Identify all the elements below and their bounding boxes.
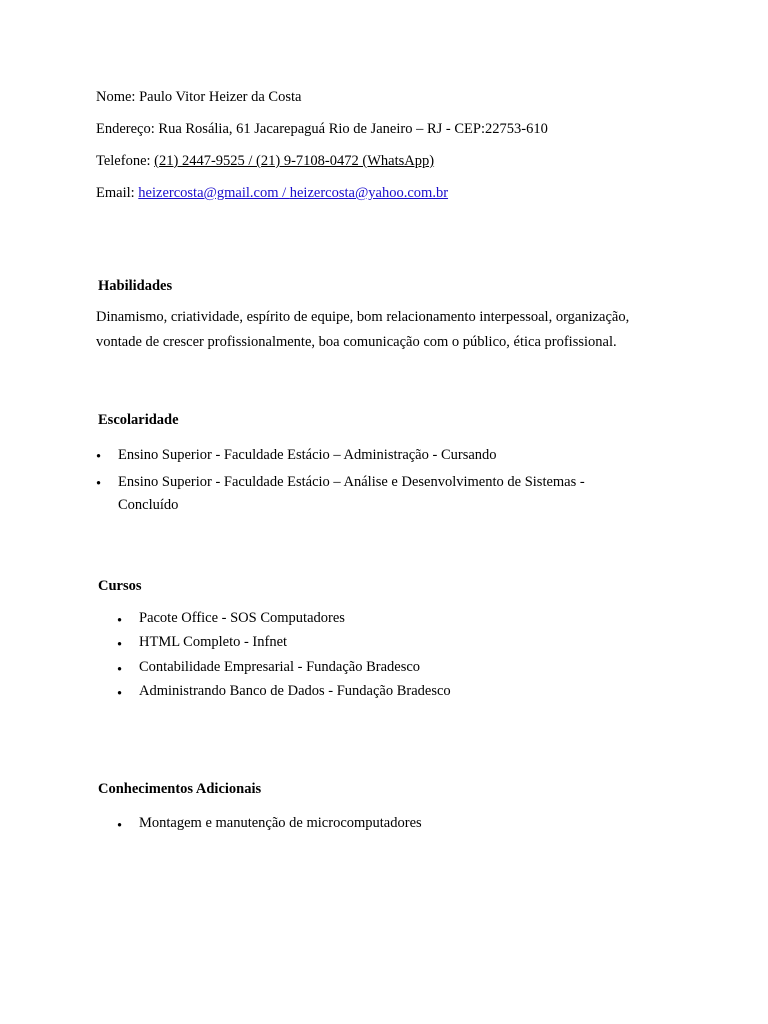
phone-label: Telefone: [96,153,151,169]
skills-line-2: vontade de crescer profissionalmente, boa comunicação com o público, ética profissional. [96,334,617,350]
skills-heading: Habilidades [98,278,173,294]
bullet-icon: • [117,818,123,834]
bullet-icon: • [96,449,102,465]
additional-heading: Conhecimentos Adicionais [98,781,262,797]
address-line [96,120,548,138]
bullet-icon: • [117,686,123,702]
bullet-icon: • [117,662,123,678]
address-label: Endereço: [96,121,155,137]
email-secondary-link[interactable]: heizercosta@yahoo.com.br [289,185,449,201]
phone-line [96,152,434,170]
address-value: Rua Rosália, 61 Jacarepaguá Rio de Janeiro – RJ - CEP:22753-610 [158,121,548,137]
course-item-text: Pacote Office - SOS Computadores [139,610,345,626]
skills-paragraph [96,305,656,355]
name-line [96,88,301,106]
skills-line-1: Dinamismo, criatividade, espírito de equipe, bom relacionamento interpessoal, organização, [96,309,630,325]
email-primary-link[interactable]: heizercosta@gmail.com [138,185,279,201]
bullet-icon: • [96,476,102,492]
email-line [96,184,448,202]
bullet-icon: • [117,613,123,629]
email-separator: / [278,185,290,201]
courses-heading: Cursos [98,578,142,594]
name-value: Paulo Vitor Heizer da Costa [139,89,302,105]
phone-value[interactable]: (21) 2447-9525 / (21) 9-7108-0472 (WhatsApp) [154,153,435,169]
course-item-text: Administrando Banco de Dados - Fundação Bradesco [139,683,451,699]
course-item-text: Contabilidade Empresarial - Fundação Bradesco [139,659,421,675]
additional-item-text: Montagem e manutenção de microcomputadores [139,815,422,831]
education-heading: Escolaridade [98,412,179,428]
name-label: Nome: [96,89,136,105]
education-item-text: Ensino Superior - Faculdade Estácio – Análise e Desenvolvimento de Sistemas - [118,474,585,490]
course-item-text: HTML Completo - Infnet [139,634,288,650]
email-label: Email: [96,185,135,201]
education-item-text-cont: Concluído [118,497,179,513]
bullet-icon: • [117,637,123,653]
education-item-text: Ensino Superior - Faculdade Estácio – Administração - Cursando [118,447,497,463]
